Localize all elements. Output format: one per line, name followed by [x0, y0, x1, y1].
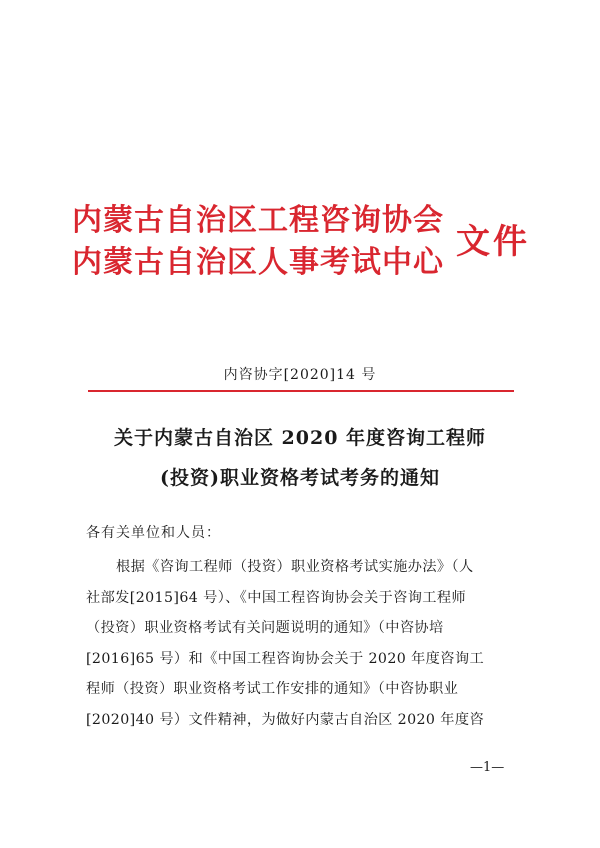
body-line: 社部发[2015]64 号）、《中国工程咨询协会关于咨询工程师 [86, 589, 467, 606]
document-word: 文件 [456, 222, 530, 262]
title-line: 关于内蒙古自治区 2020 年度咨询工程师 [113, 427, 487, 449]
org-line: 内蒙古自治区人事考试中心 [72, 245, 444, 280]
header-divider-line [88, 390, 514, 392]
salutation: 各有关单位和人员： [86, 525, 221, 541]
document-title [0, 418, 600, 498]
org-line: 内蒙古自治区工程咨询协会 [72, 203, 444, 238]
body-line: 程师（投资）职业资格考试工作安排的通知》（中咨协职业 [86, 681, 459, 697]
body-line: （投资）职业资格考试有关问题说明的通知》（中咨协培 [86, 620, 444, 636]
body-line: [2020]40 号）文件精神，为做好内蒙古自治区 2020 年度咨 [86, 711, 485, 728]
title-line: (投资)职业资格考试考务的通知 [160, 467, 440, 489]
page-number: —1— [470, 760, 505, 775]
issuing-organizations [72, 200, 444, 284]
body-line: 根据《咨询工程师（投资）职业资格考试实施办法》（人 [116, 559, 474, 575]
body-line: [2016]65 号）和《中国工程咨询协会关于 2020 年度咨询工 [86, 650, 485, 667]
document-body [86, 552, 524, 735]
document-number: 内咨协字[2020]14 号 [223, 367, 377, 383]
document-header [72, 200, 542, 300]
